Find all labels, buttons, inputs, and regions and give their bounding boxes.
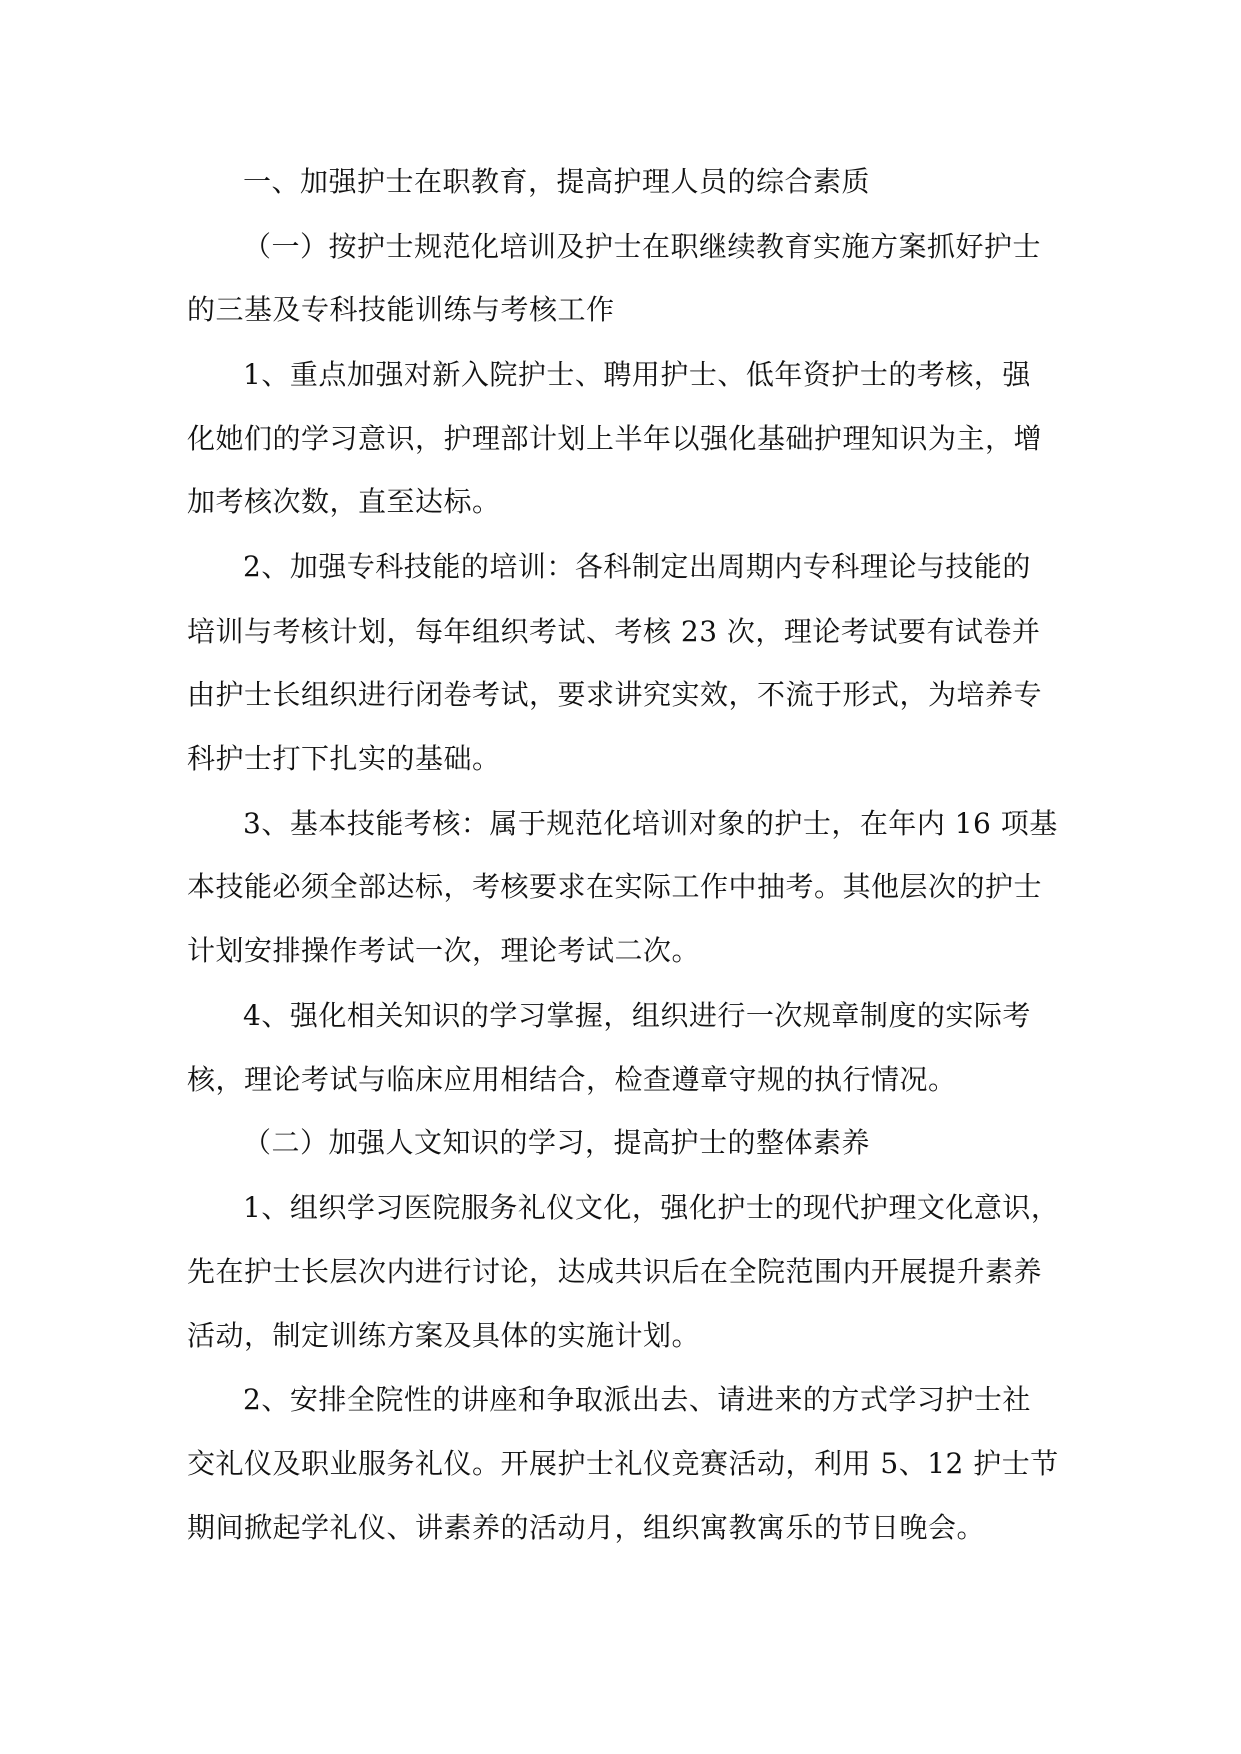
paragraph-6-line-3: 期间掀起学礼仪、讲素养的活动月，组织寓教寓乐的节日晚会。 [187,1511,986,1544]
paragraph-5-line-2: 先在护士长层次内进行讨论，达成共识后在全院范围内开展提升素养 [187,1255,1043,1288]
subheading-1-line-1: （一）按护士规范化培训及护士在职继续教育实施方案抓好护士 [243,230,1042,263]
paragraph-1-line-1: 1、重点加强对新入院护士、聘用护士、低年资护士的考核，强 [243,358,1031,391]
paragraph-3-line-3: 计划安排操作考试一次，理论考试二次。 [187,934,701,967]
paragraph-1-line-3: 加考核次数，直至达标。 [187,485,501,518]
heading-1: 一、加强护士在职教育，提高护理人员的综合素质 [243,165,871,198]
paragraph-5-line-3: 活动，制定训练方案及具体的实施计划。 [187,1319,701,1352]
paragraph-3-line-1: 3、基本技能考核：属于规范化培训对象的护士，在年内 16 项基 [243,807,1058,840]
paragraph-2-line-1: 2、加强专科技能的培训：各科制定出周期内专科理论与技能的 [243,550,1031,583]
paragraph-1-line-2: 化她们的学习意识，护理部计划上半年以强化基础护理知识为主，增 [187,422,1043,455]
paragraph-2-line-4: 科护士打下扎实的基础。 [187,742,501,775]
paragraph-6-line-2: 交礼仪及职业服务礼仪。开展护士礼仪竞赛活动，利用 5、12 护士节 [187,1447,1059,1480]
paragraph-5-line-1: 1、组织学习医院服务礼仪文化，强化护士的现代护理文化意识， [243,1191,1060,1224]
paragraph-4-line-1: 4、强化相关知识的学习掌握，组织进行一次规章制度的实际考 [243,999,1031,1032]
paragraph-3-line-2: 本技能必须全部达标，考核要求在实际工作中抽考。其他层次的护士 [187,870,1043,903]
subheading-2: （二）加强人文知识的学习，提高护士的整体素养 [243,1126,871,1159]
paragraph-2-line-3: 由护士长组织进行闭卷考试，要求讲究实效，不流于形式，为培养专 [187,678,1043,711]
paragraph-6-line-1: 2、安排全院性的讲座和争取派出去、请进来的方式学习护士社 [243,1383,1031,1416]
subheading-1-line-2: 的三基及专科技能训练与考核工作 [187,293,615,326]
paragraph-2-line-2: 培训与考核计划，每年组织考试、考核 23 次，理论考试要有试卷并 [187,615,1041,648]
paragraph-4-line-2: 核，理论考试与临床应用相结合，检查遵章守规的执行情况。 [187,1063,957,1096]
